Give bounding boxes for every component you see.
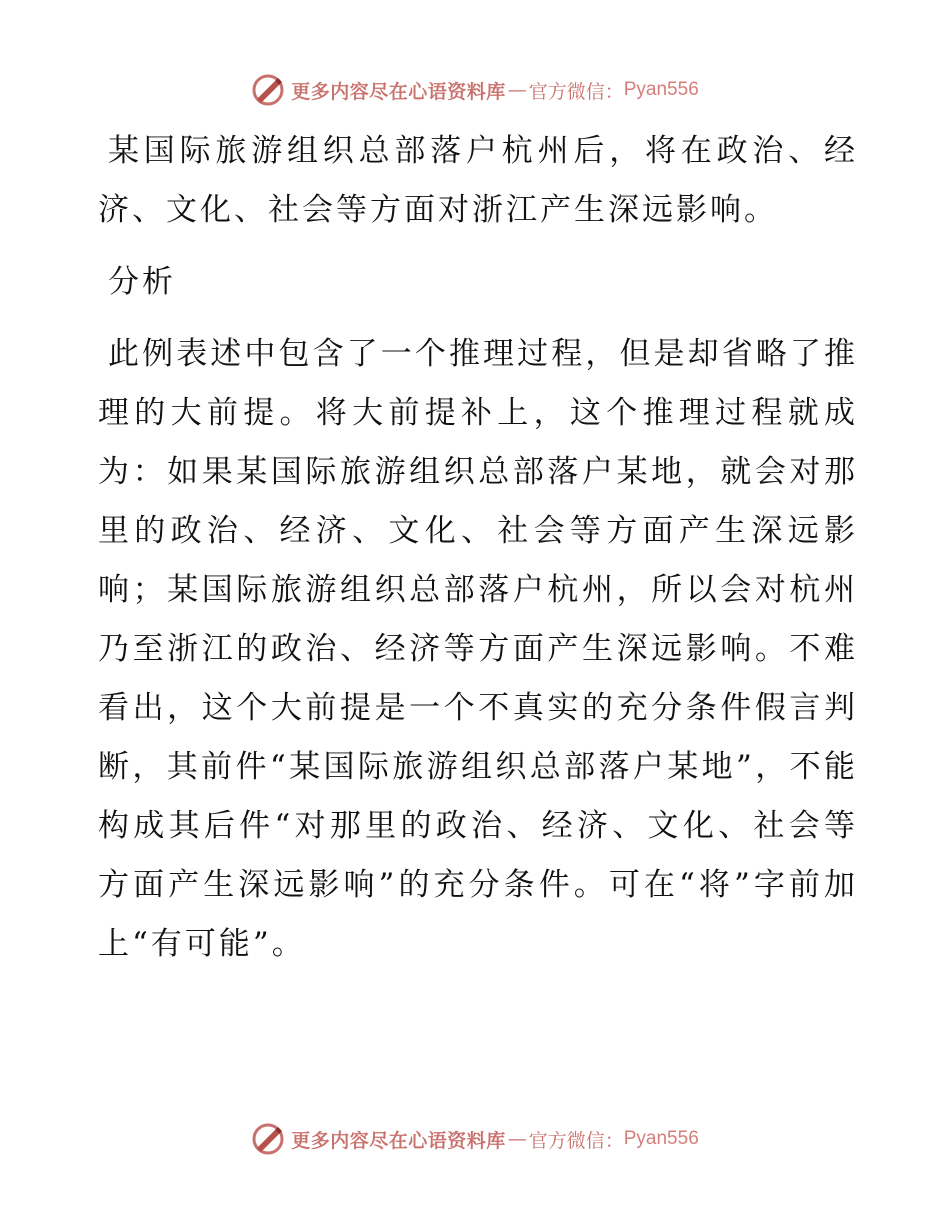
analysis-heading: 分析: [108, 264, 176, 300]
banner-dash: —: [507, 79, 527, 101]
analysis-paragraph: 此例表述中包含了一个推理过程，但是却省略了推理的大前提。将大前提补上，这个推理过程就成为：如果某国际旅游组织总部落户某地，就会对那里的政治、经济、文化、社会等方面产生深远影响；某国际旅游组织总部落户杭州，所以会对杭州乃至浙江的政治、经济等方面产生深远影响。不难看出，这个大前提是一个不真实的充分条件假言判断，其前件“某国际旅游组织总部落户某地”，不能构成其后件“对那里的政治、经济、文化、社会等方面产生深远影响”的充分条件。可在“将”字前加上“有可能”。: [98, 336, 858, 962]
banner-wechat-id: Pyan556: [623, 79, 699, 100]
banner-promo-text: 更多内容尽在心语资料库: [291, 1129, 506, 1152]
banner-wechat-id: Pyan556: [623, 1128, 699, 1149]
banner-wechat-label: 官方微信：: [528, 1129, 624, 1152]
header-watermark-banner: [0, 72, 950, 108]
pen-logo-icon: [251, 1122, 285, 1156]
document-body: [98, 122, 858, 974]
banner-promo-text: 更多内容尽在心语资料库: [291, 80, 506, 103]
footer-watermark-banner: [0, 1121, 950, 1157]
example-statement-paragraph: 某国际旅游组织总部落户杭州后，将在政治、经济、文化、社会等方面对浙江产生深远影响。: [98, 133, 858, 228]
banner-dash: —: [507, 1128, 527, 1150]
pen-logo-icon: [251, 73, 285, 107]
banner-wechat-label: 官方微信：: [528, 80, 624, 103]
